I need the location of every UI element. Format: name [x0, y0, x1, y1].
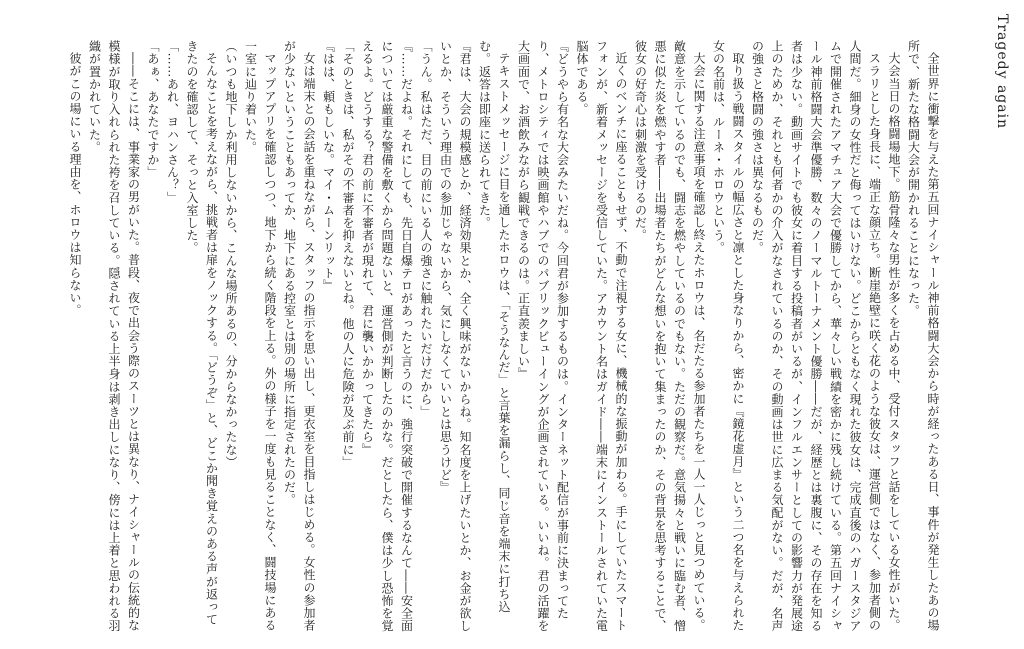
paragraph: 彼がこの場にいる理由を、ホロウは知らない。 [68, 52, 82, 317]
paragraph: 全世界に衝撃を与えた第五回ナイシャール神前格闘大会から時が経ったある日、事件が発生したあの場所で、新たな格闘大会が開かれることになった。 [906, 40, 940, 632]
page-title: Tragedy again [994, 14, 1010, 130]
paragraph: 女は端末との会話を重ねながら、スタッフの指示を思い出し、更衣室を目指しはじめる。女性の参加者が少ないということもあってか、地下にある控室とは別の場所に指定されたのだ。 [282, 40, 316, 632]
paragraph: マップアプリを確認しつつ、地下から続く階段を上る。外の様子を一度も見ることなく、闘技場にある一室に辿り着いた。 [243, 40, 277, 632]
paragraph: 大会当日の格闘場地下。筋骨隆々な男性が多くを占める中、受付スタッフと話をしている女性がいた。 [887, 52, 901, 632]
paragraph: 「そのときは、私がその不審者を抑えないとね。他の人に危険が及ぶ前に」 [341, 40, 355, 469]
paragraph: 『はは、頼もしいな。マイ・ムーンリット』 [321, 40, 336, 292]
paragraph: 『どうやら有名な大会みたいだね。今回君が参加するものは。インターネット配信が事前に決まってたり、メトロシティでは映画館やハブでのパブリックビューイングが企画されている。いいね。君の活躍を大画面で、お酒飲みながら観戦できるのは。正直羨ましい』 [516, 40, 570, 633]
paragraph: テキストメッセージに目を通したホロウは、「そうなんだ」と言葉を漏らし、同じ音を端末に打ち込む。返答は即座に送られてきた。 [477, 40, 511, 613]
paragraph: 「うん。私はただ、目の前にいる人の強さに触れたいだけだから」 [419, 40, 433, 418]
paragraph: 近くのベンチに座ることもせず、不動で注視する女に、機械的な振動が加わる。手にしていたスマートフォンが、新着メッセージを受信していた。アカウント名はガイド――端末にインストールされていた電脳体である。 [575, 40, 628, 633]
paragraph: 「あぁ、あなたですか」 [146, 40, 160, 179]
paragraph: スラリとした身長に、端正な顔立ち。断崖絶壁に咲く花のような彼女は、運営側ではなく、参加者側の人間だ。細身の女性だと侮ってはいけない。どこからともなく現れた彼女は、完成直後のハガースタジアムで開催されたアマチュア大会で優勝してから、華々しい戦績を密かに残し続けている。第五回ナイシャール神前格闘大会準優勝、数々のノーマルトーナメント優勝――だが、経歴とは裏腹に、その存在を知る者は少ない。動画サイトでも彼女に着目する投稿者がいるが、インフルエンサーとしての影響力が発展途上のためか、それとも何者かの介入がなされているのか、その動画は世に広まる気配がない。だが、名声の強さと格闘の強さは異なるものだ。 [750, 40, 882, 633]
paragraph: （いつも地下しか利用しないから、こんな場所あるの、分からなかったな） [224, 40, 238, 469]
paragraph: そんなことを考えながら、挑戦者は扉をノックする。「どうぞ」と、どこか聞き覚えのある声が返ってきたのを確認して、そっと入室した。 [185, 40, 219, 626]
body-text [42, 40, 942, 638]
paragraph: 大会に関する注意事項を確認し終えたホロウは、名だたる参加者たちを一人一人じっと見つめている。敵意を示しているのでも、闘志を燃やしているのでもない。ただの観察だ。意気揚々と戦いに臨む者、憎悪に似た炎を燃やす者――出場者たちがどんな想いを抱いて集まったのか、その背景を思考することで、彼女の好奇心は刺激を受けるのだ。 [633, 40, 706, 633]
paragraph: 『……だよね。それにしても、先日自爆テロがあったと言うのに、強行突破で開催するなんて――安全面については厳重な警備を敷くから問題ないと、運営側が判断したのかな。だとしたら、僕は少し恐怖を覚えるよ。どうする？君の前に不審者が現れて、君に襲いかかってきたら』 [360, 40, 414, 633]
paragraph: 『君は、大会の規模感とか、経済効果とか、全く興味がないからね。知名度を上げたいとか、お金が欲しいとか、そういう理由での参加じゃないから、気にしなくていいとは思うけど』 [438, 40, 472, 633]
paragraph: ――そこには、事業家の男がいた。普段、夜で出会う際のスーツとは異なり、ナイシャールの伝統的な模様が取り入れられた袴を召している。隠されている上半身は剥き出しになり、傍には上着と思われる羽織が置かれていた。 [87, 40, 141, 633]
paragraph: 「……あれ、ヨハンさん？」 [165, 40, 180, 204]
paragraph: 取り扱う戦闘スタイルの幅広さと凛とした身なりから、密かに『鏡花虚月』という二つ名を与えられた女の名前は、ルーネ・ホロウという。 [711, 40, 745, 632]
